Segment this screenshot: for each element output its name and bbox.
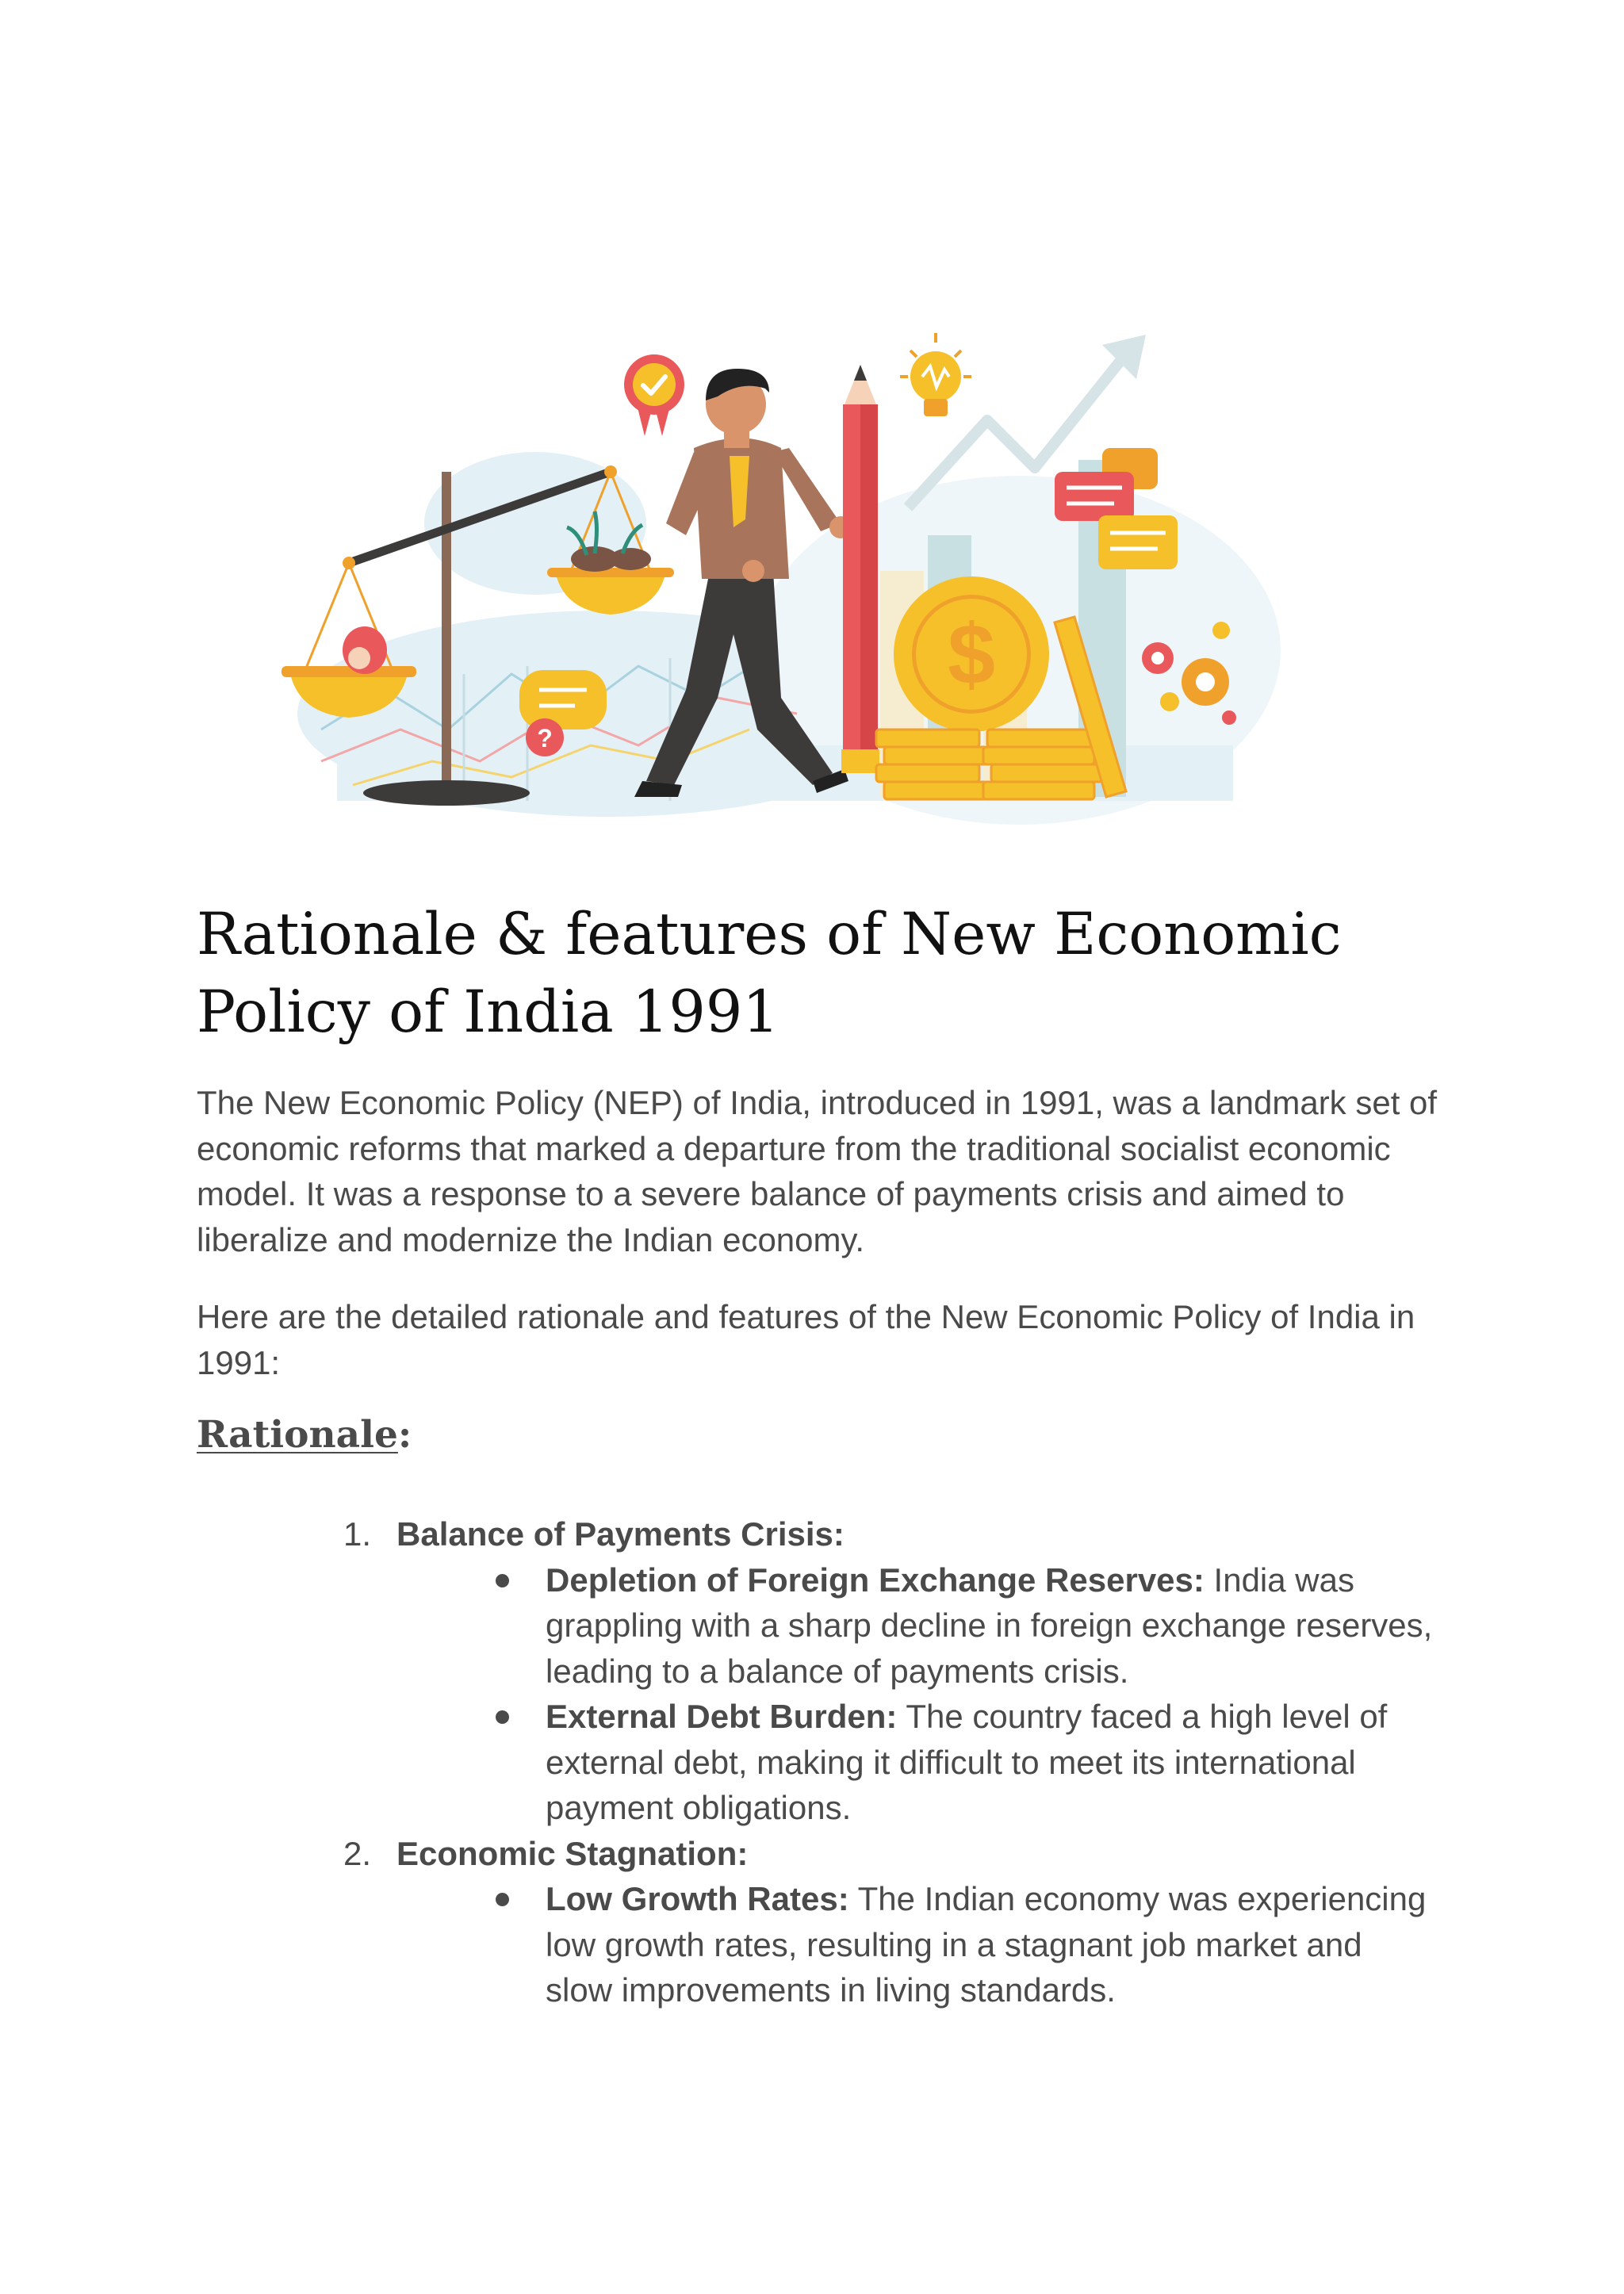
bullet-icon: [496, 1893, 509, 1906]
bullet-text: The country faced a high level of external debt, making it difficult to meet its international payment obligations.: [546, 1698, 1388, 1826]
economy-illustration: [274, 317, 1297, 825]
bullet-item: [0, 1876, 1624, 2013]
section-heading-text: Rationale: [197, 1413, 398, 1457]
lead-paragraph: Here are the detailed rationale and features of the New Economic Policy of India in 1991:: [197, 1298, 1415, 1381]
bullet-text: The Indian economy was experiencing low growth rates, resulting in a stagnant job market and slow improvements in living standards.: [546, 1880, 1427, 2009]
list-item: [0, 1831, 1624, 1877]
bullet-term: External Debt Burden:: [546, 1698, 898, 1735]
question-mark: ?: [537, 724, 553, 753]
dollar-sign: $: [947, 606, 996, 702]
dollar-coin-icon: [894, 576, 1049, 732]
section-heading-colon: :: [397, 1413, 412, 1457]
page-title: Rationale & features of New Economic Policy of India 1991: [197, 901, 1342, 1046]
bullet-text: India was grappling with a sharp decline in foreign exchange reserves, leading to a balance of payments crisis.: [546, 1561, 1433, 1690]
list-item-heading: Economic Stagnation:: [396, 1834, 749, 1872]
list-item: [0, 1511, 1624, 1557]
bullet-item: [0, 1694, 1624, 1831]
giant-pencil: [841, 365, 879, 773]
bullet-icon: [496, 1710, 509, 1724]
list-item-number: 1.: [343, 1515, 372, 1553]
light-bulb-icon: [900, 333, 971, 416]
bullet-item: [0, 1557, 1624, 1695]
rationale-list: [0, 1511, 1624, 2013]
section-heading: [197, 1411, 412, 1459]
bullet-term: Low Growth Rates:: [546, 1880, 849, 1917]
intro-paragraph: The New Economic Policy (NEP) of India, introduced in 1991, was a landmark set of economic reforms that marked a departure from the traditional socialist economic model. It was a response to a severe balance of payments crisis and aimed to liberalize and modernize the Indian economy.: [197, 1084, 1438, 1258]
bullet-term: Depletion of Foreign Exchange Reserves:: [546, 1561, 1205, 1599]
list-item-heading: Balance of Payments Crisis:: [396, 1515, 845, 1553]
award-badge-icon: [624, 354, 684, 436]
list-item-number: 2.: [343, 1834, 372, 1872]
bullet-icon: [496, 1574, 509, 1587]
